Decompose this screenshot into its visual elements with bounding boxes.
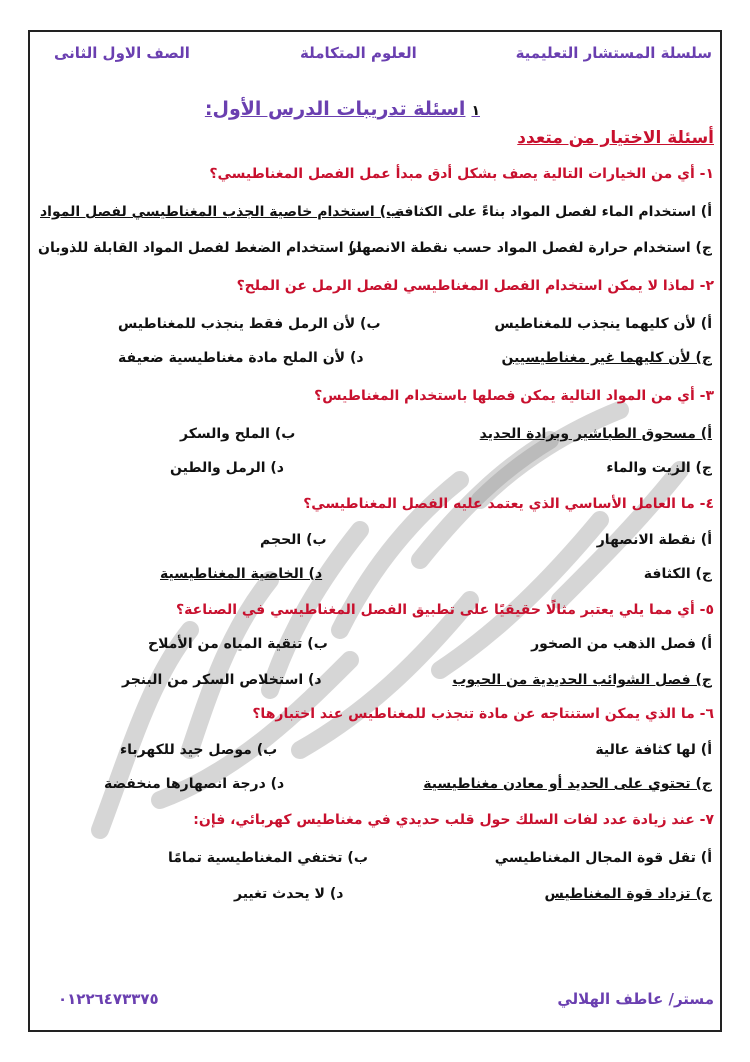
q1-option-d: د) استخدام الضغط لفصل المواد القابلة للذوبان [38, 240, 362, 256]
question-4: ٤- ما العامل الأساسي الذي يعتمد عليه الفصل المغناطيسي؟ [303, 496, 714, 512]
q6-option-a: أ) لها كثافة عالية [595, 742, 712, 758]
q4-option-d: د) الخاصية المغناطيسية [160, 566, 323, 582]
q2-option-b: ب) لأن الرمل فقط ينجذب للمغناطيس [118, 316, 381, 332]
q6-option-d: د) درجة انصهارها منخفضة [104, 776, 285, 792]
grade-name: الصف الاول الثانى [54, 44, 190, 62]
q5-option-d: د) استخلاص السكر من البنجر [122, 672, 322, 688]
q4-option-c: ج) الكثافة [643, 566, 712, 582]
q7-option-d: د) لا يحدث تغيير [234, 886, 344, 902]
q3-option-b: ب) الملح والسكر [180, 426, 296, 442]
question-1: ١- أي من الخيارات التالية يصف بشكل أدق مبدأ عمل الفصل المغناطيسي؟ [209, 166, 714, 182]
q5-option-c: ج) فصل الشوائب الحديدية من الحبوب [452, 672, 712, 688]
q5-option-a: أ) فصل الذهب من الصخور [531, 636, 712, 652]
q1-option-b: ب) استخدام خاصية الجذب المغناطيسي لفصل المواد [40, 204, 401, 220]
q5-option-b: ب) تنقية المياه من الأملاح [148, 636, 328, 652]
series-name: سلسلة المستشار التعليمية [515, 44, 712, 62]
q3-option-a: أ) مسحوق الطباشير وبرادة الحديد [479, 426, 712, 442]
q7-option-b: ب) تختفي المغناطيسية تمامًا [168, 850, 368, 866]
question-6: ٦- ما الذي يمكن استنتاجه عن مادة تنجذب للمغناطيس عند اختبارها؟ [252, 706, 714, 722]
q2-option-d: د) لأن الملح مادة مغناطيسية ضعيفة [118, 350, 364, 366]
question-3: ٣- أي من المواد التالية يمكن فصلها باستخدام المغناطيس؟ [314, 388, 714, 404]
q3-option-c: ج) الزيت والماء [606, 460, 712, 476]
q1-option-a: أ) استخدام الماء لفصل المواد بناءً على الكثافة. [390, 204, 712, 220]
q4-option-b: ب) الحجم [260, 532, 327, 548]
subject-name: العلوم المتكاملة [300, 44, 417, 62]
question-2: ٢- لماذا لا يمكن استخدام الفصل المغناطيسي لفصل الرمل عن الملح؟ [236, 278, 714, 294]
q2-option-a: أ) لأن كليهما ينجذب للمغناطيس [494, 316, 712, 332]
q7-option-c: ج) تزداد قوة المغناطيس [544, 886, 712, 902]
q4-option-a: أ) نقطة الانصهار [596, 532, 712, 548]
title-text: اسئلة تدريبات الدرس الأول: [204, 98, 466, 120]
q6-option-c: ج) تحتوي على الحديد أو معادن مغناطيسية [423, 776, 712, 792]
footer-phone-number: ٠١٢٢٦٤٧٣٣٧٥ [58, 990, 159, 1008]
question-5: ٥- أي مما يلي يعتبر مثالًا حقيقيًا على تطبيق الفصل المغناطيسي في الصناعة؟ [176, 602, 714, 618]
page-title [205, 98, 480, 120]
question-7: ٧- عند زيادة عدد لفات السلك حول قلب حديدي في مغناطيس كهربائي، فإن: [193, 812, 714, 828]
section-heading: أسئلة الاختيار من متعدد [517, 128, 714, 148]
q3-option-d: د) الرمل والطين [170, 460, 284, 476]
q7-option-a: أ) تقل قوة المجال المغناطيسي [494, 850, 712, 866]
q1-option-c: ج) استخدام حرارة لفصل المواد حسب نقطة الانصهار [348, 240, 712, 256]
title-number: ١ [471, 103, 480, 119]
q6-option-b: ب) موصل جيد للكهرباء [120, 742, 278, 758]
q2-option-c: ج) لأن كليهما غير مغناطيسيين [501, 350, 712, 366]
footer-teacher-name: مستر/ عاطف الهلالي [557, 990, 714, 1008]
